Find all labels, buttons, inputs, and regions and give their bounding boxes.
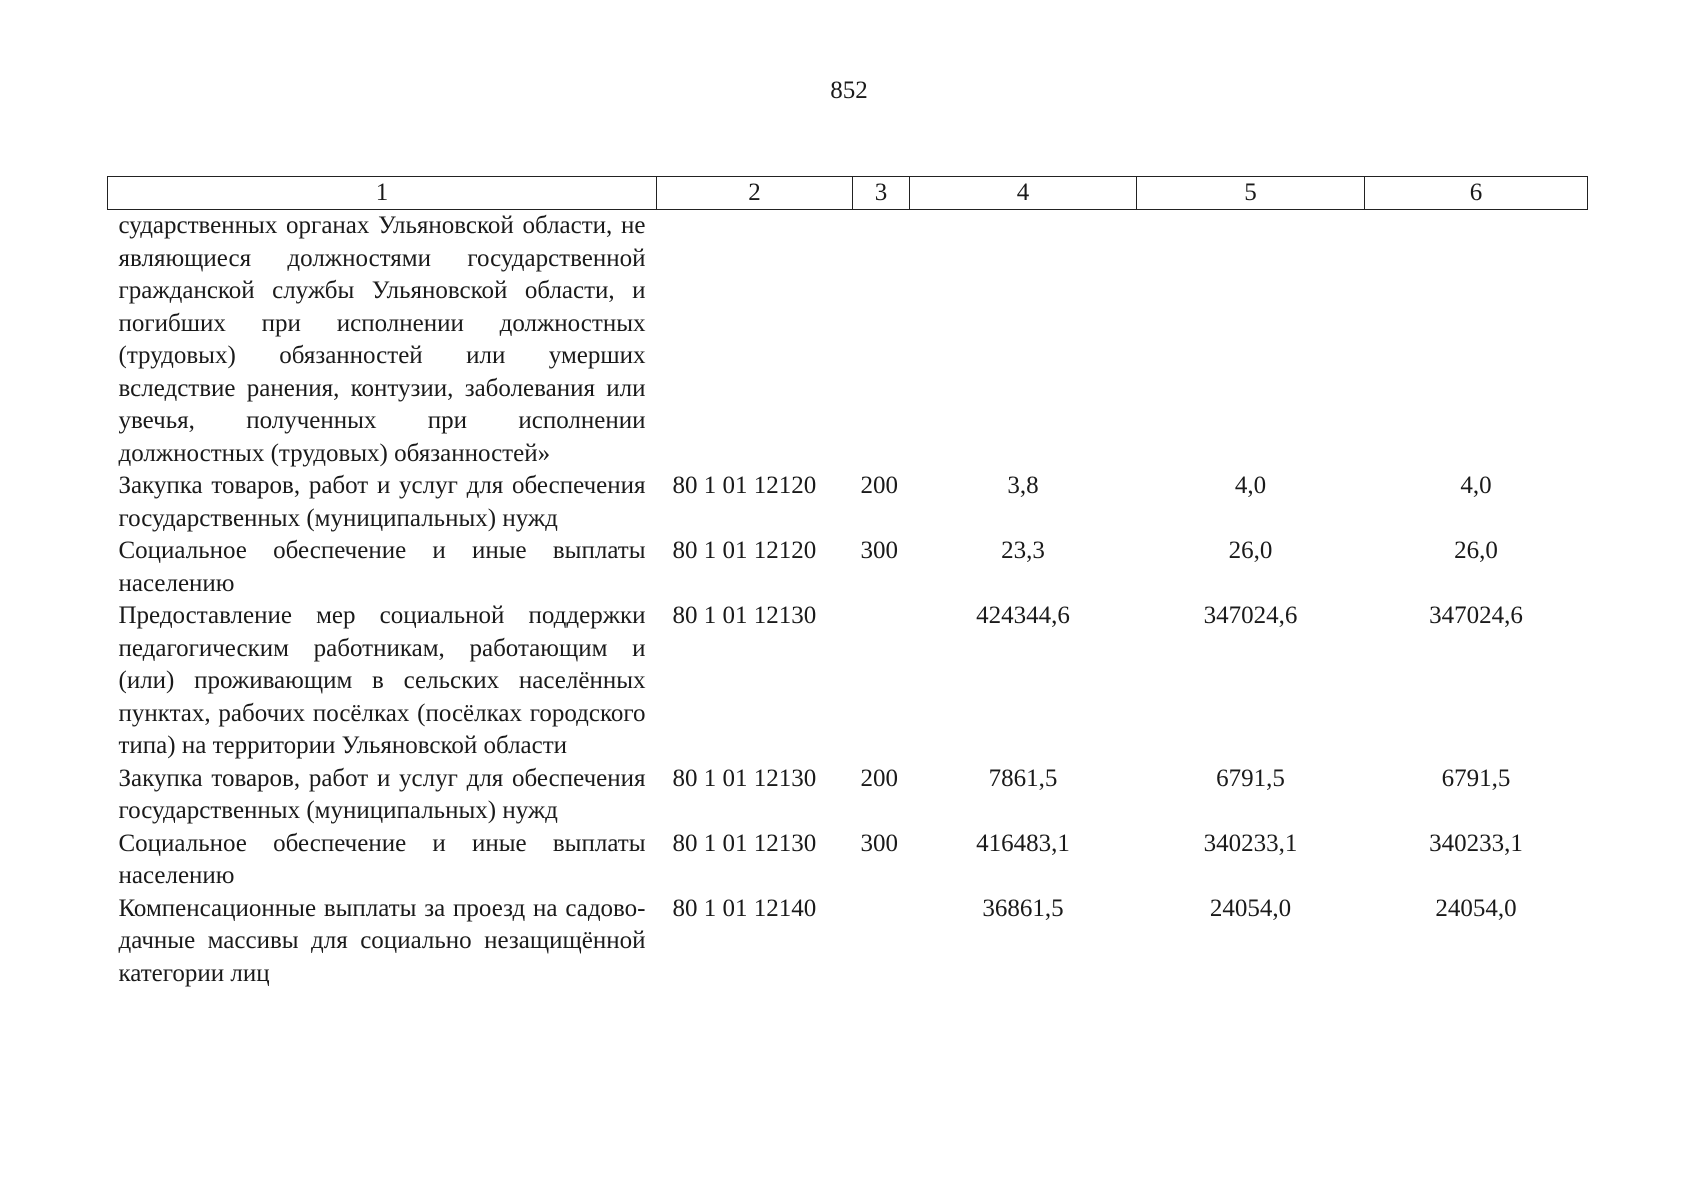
row-type xyxy=(853,893,910,991)
row-name: Компенсационные выплаты за проезд на садово-дачные массивы для социально незащищённой категории лиц xyxy=(118,894,646,987)
row-code: 80 1 01 12120 xyxy=(672,537,817,564)
row-code: 80 1 01 12140 xyxy=(672,894,817,922)
row-code xyxy=(657,210,853,471)
row-value-5: 24054,0 xyxy=(1209,894,1292,922)
row-name: Социальное обеспечение и иные выплаты населению xyxy=(118,829,646,889)
row-value-4: 3,8 xyxy=(1007,472,1039,499)
table-row xyxy=(108,210,1588,471)
row-value-5: 340233,1 xyxy=(1203,829,1298,857)
row-value-5 xyxy=(1137,210,1365,471)
row-code: 80 1 01 12130 xyxy=(672,602,817,629)
table-row xyxy=(108,535,1588,600)
table-header-row xyxy=(108,177,1588,210)
row-value-5: 6791,5 xyxy=(1216,764,1285,792)
row-value-4: 23,3 xyxy=(1001,537,1045,564)
row-type: 300 xyxy=(860,829,898,857)
header-col-6: 6 xyxy=(1365,177,1588,210)
table-row xyxy=(108,893,1588,991)
page-number: 852 xyxy=(830,77,868,104)
row-value-4: 36861,5 xyxy=(982,894,1064,922)
row-value-4 xyxy=(910,210,1137,471)
budget-table xyxy=(107,176,1588,990)
row-type xyxy=(853,600,910,763)
row-name: Социальное обеспечение и иные выплаты населению xyxy=(118,537,646,597)
header-col-1: 1 xyxy=(108,177,657,210)
header-col-3: 3 xyxy=(853,177,910,210)
table-row xyxy=(108,763,1588,828)
row-value-6 xyxy=(1365,210,1588,471)
row-name: Закупка товаров, работ и услуг для обеспечения государственных (муниципальных) нужд xyxy=(118,764,646,824)
row-type: 200 xyxy=(860,472,898,499)
header-col-5: 5 xyxy=(1137,177,1365,210)
header-col-2: 2 xyxy=(657,177,853,210)
row-value-6: 24054,0 xyxy=(1435,894,1517,922)
row-type: 300 xyxy=(860,537,898,564)
row-type xyxy=(853,210,910,471)
row-name: сударственных органах Ульяновской области, не являющиеся должностями государственной гражданской службы Ульяновской области, и погибших при исполнении должностных (трудовых) обязанностей или умерших вследствие ранения, контузии, заболевания или увечья, полученных при исполнении должностных (трудовых) обязанностей» xyxy=(118,212,646,467)
row-name: Закупка товаров, работ и услуг для обеспечения государственных (муниципальных) нужд xyxy=(118,472,646,532)
header-col-4: 4 xyxy=(910,177,1137,210)
table-row xyxy=(108,828,1588,893)
row-value-6: 340233,1 xyxy=(1429,829,1523,857)
row-value-6: 6791,5 xyxy=(1441,764,1511,792)
row-code: 80 1 01 12130 xyxy=(672,764,817,792)
row-type: 200 xyxy=(860,764,898,792)
row-code: 80 1 01 12120 xyxy=(672,472,817,499)
row-value-6: 347024,6 xyxy=(1429,602,1523,629)
row-value-5: 4,0 xyxy=(1234,472,1267,499)
row-value-4: 424344,6 xyxy=(976,602,1070,629)
row-value-6: 4,0 xyxy=(1460,472,1492,499)
table-row xyxy=(108,600,1588,763)
row-code: 80 1 01 12130 xyxy=(672,829,817,857)
row-name: Предоставление мер социальной поддержки педагогическим работникам, работающим и (или) проживающим в сельских населённых пунктах, рабочих посёлках (посёлках городского типа) на территории Ульяновской области xyxy=(118,602,646,759)
row-value-6: 26,0 xyxy=(1454,537,1498,564)
table-row xyxy=(108,470,1588,535)
row-value-5: 26,0 xyxy=(1228,537,1273,564)
row-value-4: 7861,5 xyxy=(988,764,1058,792)
row-value-4: 416483,1 xyxy=(976,829,1070,857)
row-value-5: 347024,6 xyxy=(1203,602,1298,629)
